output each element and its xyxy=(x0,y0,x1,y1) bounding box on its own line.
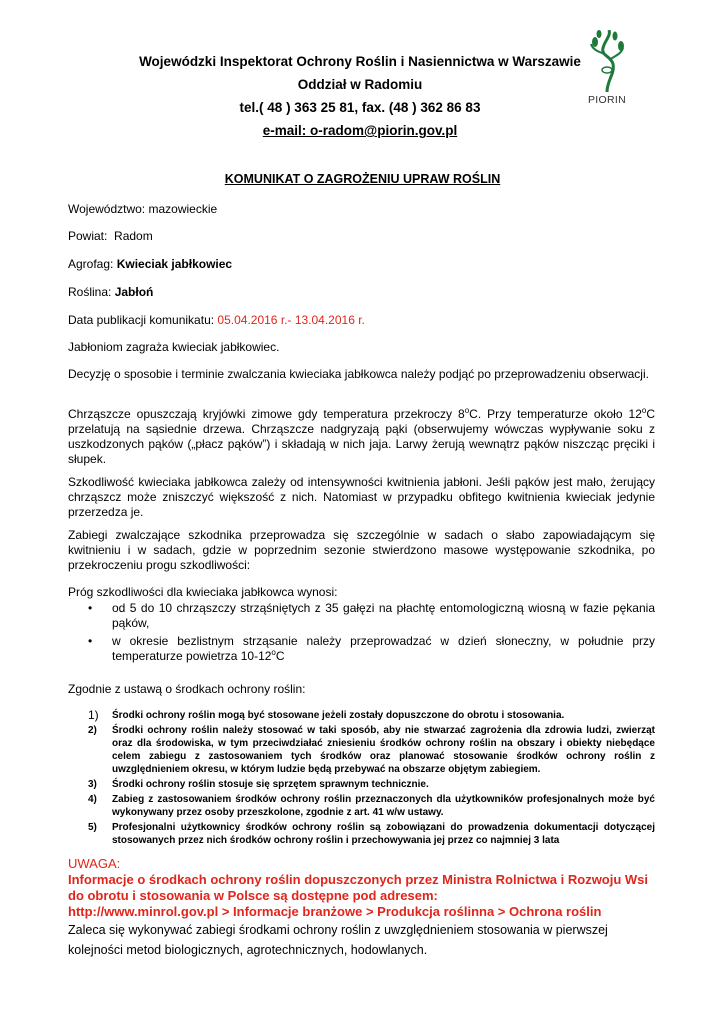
harmfulness-paragraph: Szkodliwość kwieciaka jabłkowca zależy od intensywności kwitnienia jabłoni. Jeśli pąków jest mało, żerujący chrząszcz może zniszczyć większość z nich. Natomiast w przypadku obfitego kwitnienia kwieciak jedynie przerzedza je. xyxy=(68,475,655,519)
pest-row xyxy=(68,257,232,272)
logo-text: PIORIN xyxy=(588,94,626,106)
page-title: KOMUNIKAT O ZAGROŻENIU UPRAW ROŚLIN xyxy=(224,172,501,186)
threshold-intro: Próg szkodliwości dla kwieciaka jabłkowca wynosi: xyxy=(68,585,338,599)
list-item: 3) Środki ochrony roślin stosuje się sprzętem sprawnym technicznie. xyxy=(88,779,429,790)
phone-fax: tel.( 48 ) 363 25 81, fax. (48 ) 362 86 83 xyxy=(239,100,481,115)
final-note: Zaleca się wykonywać zabiegi środkami ochrony roślin z uwzględnieniem stosowania w pierwszej kolejności metod biologicznych, agrotechnicznych, hodowlanych. xyxy=(68,923,608,957)
date-value: 05.04.2016 r.- 13.04.2016 r. xyxy=(217,313,365,327)
law-intro: Zgodnie z ustawą o środkach ochrony roślin: xyxy=(68,682,306,696)
list-item: • od 5 do 10 chrząszczy strząśniętych z 35 gałęzi na płachtę entomologiczną wiosną w fazie pękania pąków, xyxy=(88,601,655,630)
threshold-list xyxy=(88,601,655,667)
plant-value: Jabłoń xyxy=(114,285,154,299)
institution-header xyxy=(120,50,600,142)
warning-block xyxy=(68,856,668,920)
voivodeship-label: Województwo: xyxy=(68,202,146,216)
email-link[interactable]: e-mail: o-radom@piorin.gov.pl xyxy=(262,123,458,138)
list-item: 5) Profesjonalni użytkownicy środków ochrony roślin są zobowiązani do prowadzenia dokumentacji dotyczącej stosowanych przez nich środków ochrony roślin i przechowywania jej przez co najmniej 3 lata xyxy=(88,822,655,846)
biology-paragraph: Chrząszcze opuszczają kryjówki zimowe gdy temperatura przekroczy 8$^o$C. Przy temperaturze około 12$^o$C przelatują na sąsiednie drzewa. Chrząszcze nadgryzają pąki (obserwujemy wówczas wypływanie soku z uszkodzonych pąków („płacz pąków”) i składają w nich jaja. Larwy żerują wewnątrz pąków niszcząc pręciki i słupek. xyxy=(68,406,655,466)
plant-row xyxy=(68,285,153,300)
bullet-icon: • xyxy=(88,634,93,648)
list-item: 4) Zabieg z zastosowaniem środków ochrony roślin przeznaczonych dla użytkowników profesjonalnych może być wykonywany przez osoby przeszkolone, zgodnie z art. 41 w/w ustawy. xyxy=(88,794,655,818)
pest-label: Agrofag: xyxy=(68,257,114,271)
district-value: Radom xyxy=(114,229,153,243)
list-item: 1) Środki ochrony roślin mogą być stosowane jeżeli zostały dopuszczone do obrotu i stosowania. xyxy=(88,708,565,722)
voivodeship-value: mazowieckie xyxy=(148,202,218,216)
date-label: Data publikacji komunikatu: xyxy=(68,313,215,327)
piorin-logo xyxy=(577,30,637,110)
branch-name: Oddział w Radomiu xyxy=(297,77,423,92)
decision-paragraph: Decyzję o sposobie i terminie zwalczania kwieciaka jabłkowca należy podjąć po przeprowadzeniu obserwacji. xyxy=(68,367,649,381)
institution-name: Wojewódzki Inspektorat Ochrony Roślin i Nasiennictwa w Warszawie xyxy=(139,54,581,69)
plant-label: Roślina: xyxy=(68,285,112,299)
warning-line-2: do obrotu i stosowania w Polsce są dostępne pod adresem: xyxy=(68,888,438,903)
district-label: Powiat: xyxy=(68,229,108,243)
list-item: 2) Środki ochrony roślin należy stosować w taki sposób, aby nie stwarzać zagrożenia dla zdrowia ludzi, zwierząt oraz dla środowiska, w tym przeciwdziałać zniesieniu środków ochrony roślin na obszary i obiekty niebędące celem zabiegu z zastosowaniem tych środków oraz planować stosowanie środków ochrony roślin z uwzględnieniem okresu, w którym ludzie będą przebywać na obszarze objętym zabiegiem. xyxy=(88,725,655,775)
warning-link[interactable]: http://www.minrol.gov.pl > Informacje branżowe > Produkcja roślinna > Ochrona roślin xyxy=(68,904,602,919)
district-row xyxy=(68,229,153,244)
threat-sentence: Jabłoniom zagraża kwieciak jabłkowiec. xyxy=(68,340,280,354)
treatment-paragraph: Zabiegi zwalczające szkodnika przeprowadza się szczególnie w sadach o słabo zapowiadającym się kwitnieniu i w sadach, gdzie w poprzednim sezonie stwierdzono masowe występowanie szkodnika, po przekroczeniu progu szkodliwości: xyxy=(68,528,655,572)
warning-label: UWAGA: xyxy=(68,856,121,871)
bullet-icon: • xyxy=(88,601,93,615)
plant-logo-icon xyxy=(587,30,627,94)
pest-value: Kwieciak jabłkowiec xyxy=(116,257,233,271)
date-row xyxy=(68,313,365,328)
warning-line-1: Informacje o środkach ochrony roślin dopuszczonych przez Ministra Rolnictwa i Rozwoju Wsi xyxy=(68,872,649,887)
voivodeship-row xyxy=(68,202,217,217)
law-list xyxy=(88,709,655,849)
list-item: • w okresie bezlistnym strząsanie należy przeprowadzać w dzień słoneczny, w południe przy temperaturze powietrza 10-12$^o$C xyxy=(88,634,655,663)
